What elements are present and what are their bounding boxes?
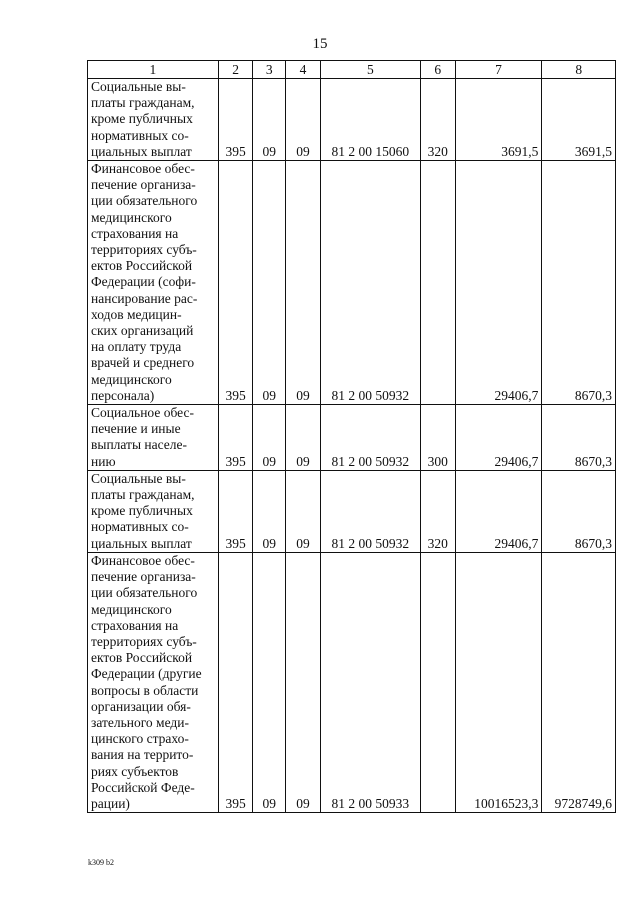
table-body <box>88 79 616 813</box>
target-article-cell: 81 2 00 50933 <box>320 552 420 812</box>
admin-code-cell: 395 <box>218 552 253 812</box>
page-number: 15 <box>312 36 328 52</box>
row-name-line: платы гражданам, <box>91 487 195 503</box>
row-name-line: ходов медицин- <box>91 306 182 322</box>
header-row <box>88 61 616 79</box>
row-name-cell <box>88 79 219 161</box>
expense-type-cell: 300 <box>420 405 455 471</box>
row-name-line: Финансовое обес- <box>91 161 195 177</box>
target-article-cell: 81 2 00 50932 <box>320 161 420 405</box>
target-article-cell: 81 2 00 15060 <box>320 79 420 161</box>
target-article-cell: 81 2 00 50932 <box>320 470 420 552</box>
row-name-line: на оплату труда <box>91 339 182 355</box>
row-name-line: Российской Феде- <box>91 779 195 795</box>
row-name-line: рации) <box>91 795 130 811</box>
section-code-cell: 09 <box>253 552 286 812</box>
section-code-cell: 09 <box>253 161 286 405</box>
row-name-line: организации обя- <box>91 698 191 714</box>
row-name-line: выплаты населе- <box>91 437 187 453</box>
subsection-code-cell: 09 <box>286 405 321 471</box>
row-name-line: кроме публичных <box>91 111 193 127</box>
amount-col8-cell: 8670,3 <box>542 161 616 405</box>
row-name-line: Социальные вы- <box>91 79 186 94</box>
admin-code-cell: 395 <box>218 79 253 161</box>
row-name-line: ции обязательного <box>91 585 198 601</box>
row-name-line: Социальное обес- <box>91 405 194 421</box>
section-code-cell: 09 <box>253 405 286 471</box>
subsection-code-cell: 09 <box>286 470 321 552</box>
amount-col7-cell: 29406,7 <box>455 470 542 552</box>
row-name-line: вания на террито- <box>91 747 194 763</box>
row-name-line: нормативных со- <box>91 519 189 535</box>
header-col-7: 7 <box>455 61 542 79</box>
table-row <box>88 79 616 161</box>
section-code-cell: 09 <box>253 470 286 552</box>
header-col-1: 1 <box>88 61 219 79</box>
row-name-line: ции обязательного <box>91 193 198 209</box>
row-name-cell <box>88 405 219 471</box>
subsection-code-cell: 09 <box>286 552 321 812</box>
row-name-line: медицинского <box>91 601 172 617</box>
row-name-line: печение организа- <box>91 177 196 193</box>
subsection-code-cell: 09 <box>286 79 321 161</box>
expense-type-cell: 320 <box>420 470 455 552</box>
section-code-cell: 09 <box>253 79 286 161</box>
target-article-cell: 81 2 00 50932 <box>320 405 420 471</box>
header-col-3: 3 <box>253 61 286 79</box>
row-name-line: Социальные вы- <box>91 470 186 486</box>
row-name-line: ских организаций <box>91 323 194 339</box>
amount-col7-cell: 3691,5 <box>455 79 542 161</box>
expense-type-cell <box>420 552 455 812</box>
admin-code-cell: 395 <box>218 405 253 471</box>
row-name-line: печение организа- <box>91 569 196 585</box>
row-name-line: нию <box>91 453 116 469</box>
table-row <box>88 161 616 405</box>
row-name-line: нормативных со- <box>91 127 189 143</box>
row-name-line: ектов Российской <box>91 258 193 274</box>
amount-col8-cell: 3691,5 <box>542 79 616 161</box>
row-name-line: территориях субъ- <box>91 633 197 649</box>
row-name-line: зательного меди- <box>91 714 190 730</box>
header-col-8: 8 <box>542 61 616 79</box>
row-name-line: Федерации (софи- <box>91 274 196 290</box>
row-name-line: территориях субъ- <box>91 242 197 258</box>
row-name-line: цинского страхо- <box>91 731 189 747</box>
table-row <box>88 552 616 812</box>
amount-col7-cell: 29406,7 <box>455 161 542 405</box>
amount-col7-cell: 10016523,3 <box>455 552 542 812</box>
row-name-line: циальных выплат <box>91 143 192 159</box>
amount-col8-cell: 8670,3 <box>542 405 616 471</box>
subsection-code-cell: 09 <box>286 161 321 405</box>
table-row <box>88 405 616 471</box>
admin-code-cell: 395 <box>218 470 253 552</box>
row-name-line: вопросы в области <box>91 682 199 698</box>
row-name-line: печение и иные <box>91 421 181 437</box>
row-name-cell <box>88 552 219 812</box>
row-name-line: страхования на <box>91 617 179 633</box>
row-name-line: кроме публичных <box>91 503 193 519</box>
row-name-cell <box>88 161 219 405</box>
budget-table <box>87 60 616 813</box>
row-name-line: Федерации (другие <box>91 666 202 682</box>
row-name-line: ектов Российской <box>91 650 193 666</box>
expense-type-cell: 320 <box>420 79 455 161</box>
row-name-line: риях субъектов <box>91 763 179 779</box>
row-name-cell <box>88 470 219 552</box>
table-row <box>88 470 616 552</box>
row-name-line: врачей и среднего <box>91 355 195 371</box>
amount-col8-cell: 9728749,6 <box>542 552 616 812</box>
expense-type-cell <box>420 161 455 405</box>
row-name-line: платы гражданам, <box>91 95 195 111</box>
row-name-line: нансирование рас- <box>91 290 198 306</box>
header-col-2: 2 <box>218 61 253 79</box>
header-col-5: 5 <box>320 61 420 79</box>
amount-col7-cell: 29406,7 <box>455 405 542 471</box>
row-name-line: персонала) <box>91 387 155 403</box>
row-name-line: циальных выплат <box>91 535 192 551</box>
header-col-4: 4 <box>286 61 321 79</box>
row-name-line: медицинского <box>91 209 172 225</box>
row-name-line: страхования на <box>91 225 179 241</box>
row-name-line: Финансовое обес- <box>91 552 195 568</box>
footer-code: k309 b2 <box>88 858 114 867</box>
admin-code-cell: 395 <box>218 161 253 405</box>
row-name-line: медицинского <box>91 371 172 387</box>
amount-col8-cell: 8670,3 <box>542 470 616 552</box>
header-col-6: 6 <box>420 61 455 79</box>
